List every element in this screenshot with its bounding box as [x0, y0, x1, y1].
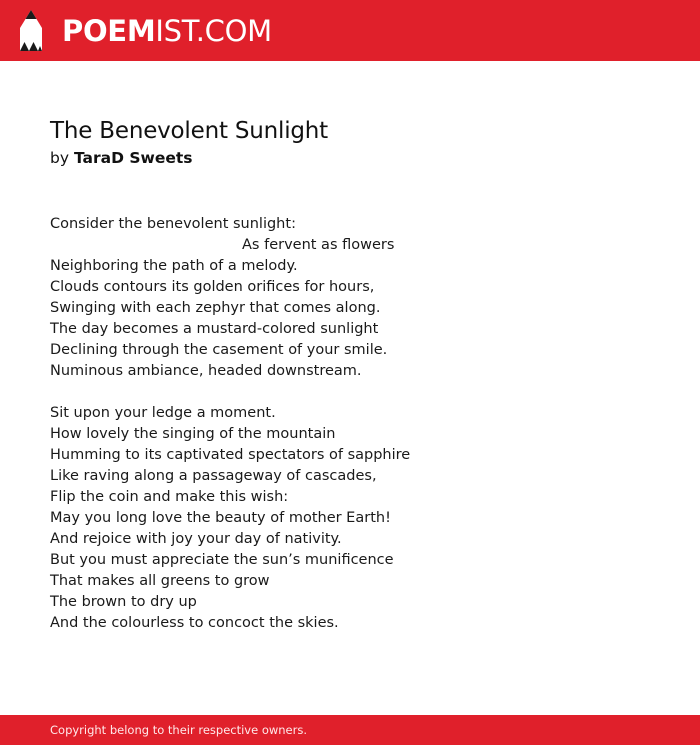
- author-link[interactable]: TaraD Sweets: [73, 149, 193, 167]
- poem-line: Sit upon your ledge a moment.: [50, 405, 276, 421]
- poem-container: [50, 116, 650, 634]
- poem-line: As fervent as flowers: [242, 237, 395, 253]
- site-logo-text: [62, 13, 272, 48]
- poem-title: The Benevolent Sunlight: [50, 118, 329, 144]
- stanza-break: [50, 382, 650, 403]
- logo-light-part: IST.COM: [155, 13, 272, 48]
- poem-line: And the colourless to concoct the skies.: [50, 615, 339, 631]
- by-label: by: [50, 149, 70, 167]
- poem-line: Neighboring the path of a melody.: [50, 258, 298, 274]
- site-logo-link[interactable]: [18, 8, 272, 54]
- poem-line: Swinging with each zephyr that comes along.: [50, 300, 381, 316]
- poem-line: But you must appreciate the sun’s munificence: [50, 552, 394, 568]
- byline: [50, 146, 650, 170]
- poem-line: How lovely the singing of the mountain: [50, 426, 336, 442]
- poem-line: Declining through the casement of your smile.: [50, 342, 388, 358]
- poem-line: Humming to its captivated spectators of sapphire: [50, 447, 411, 463]
- poem-line: The day becomes a mustard-colored sunlight: [50, 321, 379, 337]
- poem-line: May you long love the beauty of mother Earth!: [50, 510, 391, 526]
- site-footer: [0, 715, 700, 745]
- poem-line: And rejoice with joy your day of nativity.: [50, 531, 342, 547]
- site-header: [0, 0, 700, 61]
- poem-line: Flip the coin and make this wish:: [50, 489, 289, 505]
- poem-line: Clouds contours its golden orifices for hours,: [50, 279, 375, 295]
- poem-line: Like raving along a passageway of cascades,: [50, 468, 377, 484]
- copyright-notice: Copyright belong to their respective owners.: [50, 723, 308, 737]
- poem-body: [50, 214, 650, 634]
- poem-line: Consider the benevolent sunlight:: [50, 216, 296, 232]
- pen-nib-icon: [18, 9, 44, 53]
- poem-line: The brown to dry up: [50, 594, 197, 610]
- poem-line: That makes all greens to grow: [50, 573, 270, 589]
- poem-line: Numinous ambiance, headed downstream.: [50, 363, 362, 379]
- logo-bold-part: POEM: [62, 13, 156, 48]
